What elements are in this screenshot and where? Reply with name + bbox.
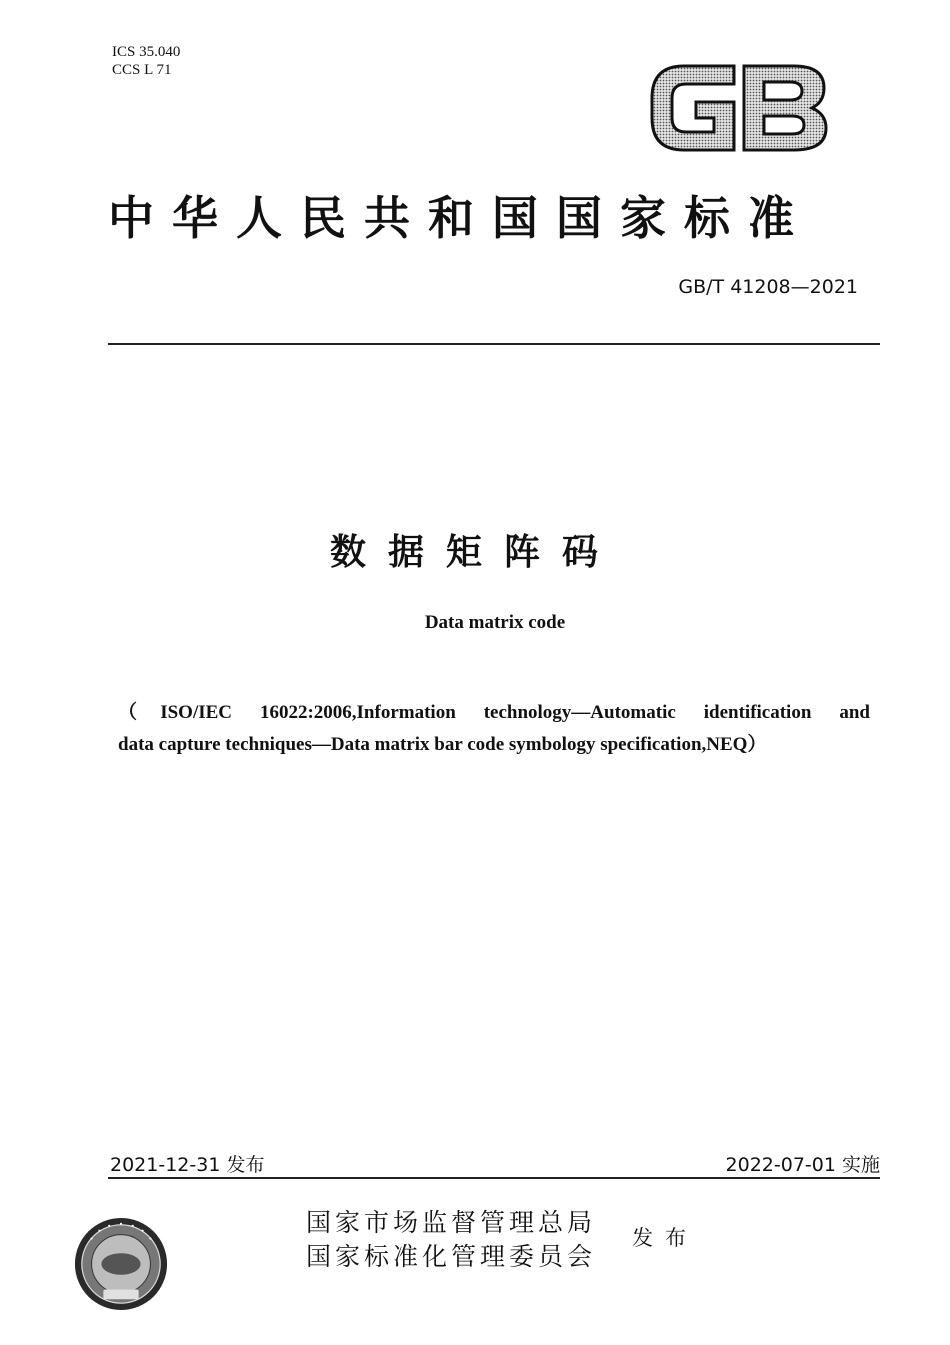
anti-counterfeit-seal	[72, 1215, 170, 1313]
ics-code: ICS 35.040	[112, 44, 181, 60]
issuer-sac: 国家标准化管理委员会	[306, 1242, 597, 1271]
adoption-statement	[118, 697, 870, 761]
issuer-samr: 国家市场监督管理总局	[306, 1208, 597, 1237]
implementation-date: 2022-07-01 实施	[725, 1154, 880, 1176]
document-series-title: 中华人民共和国国家标准	[108, 191, 812, 245]
bottom-divider	[108, 1177, 880, 1179]
issuing-authorities	[306, 1206, 596, 1274]
ccs-code: CCS L 71	[112, 62, 172, 78]
standard-number: GB/T 41208—2021	[678, 276, 858, 298]
adoption-line-2: data capture techniques—Data matrix bar code symbology specification,NEQ）	[118, 734, 767, 755]
gb-logo	[644, 58, 832, 158]
adoption-line-1: （ISO/IEC 16022:2006,Information technology—Automatic identification and	[118, 702, 870, 723]
issue-date: 2021-12-31 发布	[110, 1154, 265, 1176]
publish-label: 发布	[632, 1226, 698, 1250]
english-title: Data matrix code	[424, 612, 566, 633]
top-divider	[108, 343, 880, 345]
chinese-title: 数据矩阵码	[329, 532, 620, 573]
classification-codes	[112, 43, 180, 79]
